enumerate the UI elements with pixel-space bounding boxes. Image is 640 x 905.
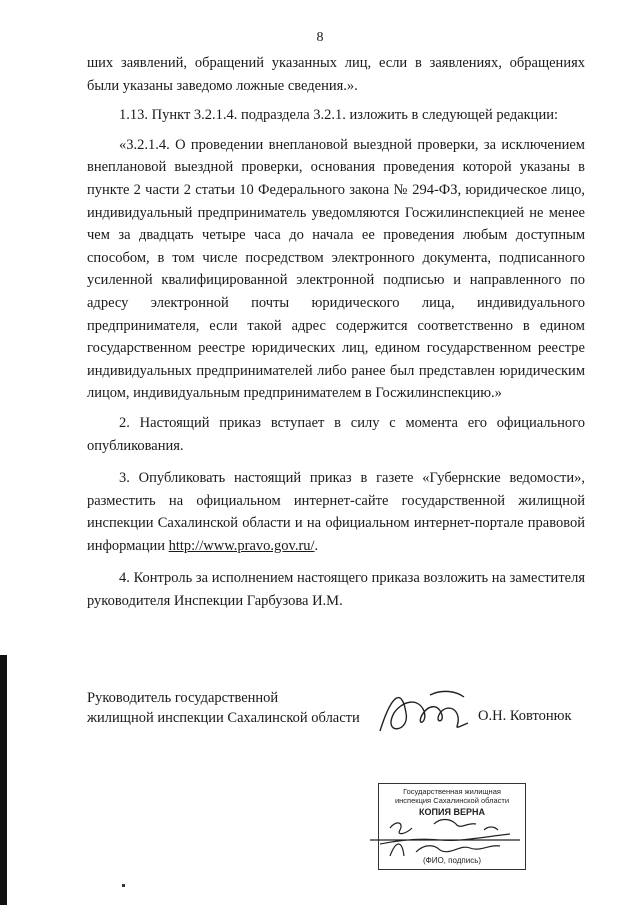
document-body	[87, 52, 585, 613]
paragraph-3-2-1-4: «3.2.1.4. О проведении внеплановой выездной проверки, за исключением внеплановой выездной проверки, основания проведения которой указаны в пункте 2 части 2 статьи 10 Федерального закона № 294-ФЗ, юридическое лицо, индивидуальный предприниматель уведомляются Госжилинспекцией не менее чем за двадцать четыре часа до начала ее проведения любым доступным способом, в том числе посредством электронного документа, подписанного усиленной квалифицированной электронной подписью и направленного по адресу электронной почты юридического лица, индивидуального предпринимателя, если такой адрес содержится соответственно в едином государственном реестре юридических лиц, едином государственном реестре индивидуальных предпринимателей либо ранее был представлен юридическим лицом, индивидуальным предпринимателем в Госжилинспекцию.»	[87, 136, 585, 402]
pravo-link[interactable]: http://www.pravo.gov.ru/	[168, 537, 315, 554]
signatory-title-line1: Руководитель государственной	[87, 690, 279, 706]
paragraph-4: 4. Контроль за исполнением настоящего приказа возложить на заместителя руководителя Инспекции Гарбузова И.М.	[87, 570, 585, 610]
stamp-org-line1: Государственная жилищная	[403, 787, 501, 796]
signatory-title-line2: жилищной инспекции Сахалинской области	[87, 710, 360, 726]
paragraph-3-text: 3. Опубликовать настоящий приказ в газете «Губернские ведомости», разместить на официальном интернет-сайте государственной жилищной инспекции Сахалинской области и на официальном интернет-портале правовой информации	[87, 470, 585, 554]
paragraph-3	[87, 467, 585, 557]
page-number: 8	[316, 30, 324, 45]
link-tail: .	[314, 537, 319, 554]
scan-edge-bar	[0, 655, 7, 905]
scan-speck	[122, 884, 125, 887]
stamp-handwriting	[360, 800, 530, 870]
paragraph-continuation: ших заявлений, обращений указанных лиц, если в заявлениях, обращениях были указаны заведомо ложные сведения.».	[87, 55, 585, 94]
signatory-title	[87, 688, 360, 728]
stamp-copy-label: КОПИЯ ВЕРНА	[419, 807, 485, 817]
paragraph-2: 2. Настоящий приказ вступает в силу с момента его официального опубликования.	[87, 414, 585, 454]
paragraph-1-13: 1.13. Пункт 3.2.1.4. подраздела 3.2.1. изложить в следующей редакции:	[119, 107, 558, 124]
signatory-name: О.Н. Ковтонюк	[478, 708, 572, 724]
stamp-fio-label: (ФИО, подпись)	[422, 856, 482, 865]
handwritten-signature	[372, 683, 482, 743]
stamp-org-line2: инспекция Сахалинской области	[394, 796, 510, 805]
